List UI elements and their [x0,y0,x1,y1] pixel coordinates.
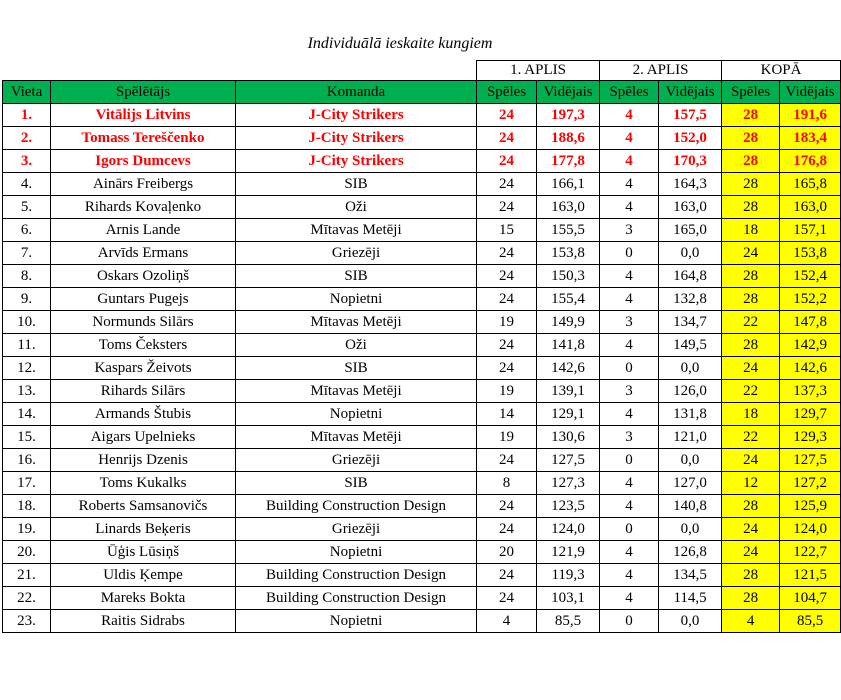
column-header-r2-avg: Vidējais [659,81,722,104]
cell-total-games: 22 [722,311,780,334]
cell-r2-avg: 0,0 [659,357,722,380]
cell-place: 7. [3,242,51,265]
cell-total-games: 22 [722,380,780,403]
cell-r1-games: 19 [477,311,537,334]
table-row [3,380,841,403]
cell-r1-avg: 103,1 [537,587,600,610]
cell-place: 11. [3,334,51,357]
cell-place: 3. [3,150,51,173]
cell-total-avg: 129,3 [780,426,841,449]
cell-player: Arnis Lande [51,219,236,242]
table-row [3,196,841,219]
cell-total-games: 28 [722,173,780,196]
column-header-place: Vieta [3,81,51,104]
cell-r1-avg: 149,9 [537,311,600,334]
table-row [3,127,841,150]
cell-r2-avg: 114,5 [659,587,722,610]
table-row [3,587,841,610]
cell-total-avg: 183,4 [780,127,841,150]
cell-r2-avg: 121,0 [659,426,722,449]
cell-r2-games: 4 [600,265,659,288]
cell-r2-games: 4 [600,196,659,219]
column-header-r1-games: Spēles [477,81,537,104]
cell-total-games: 28 [722,150,780,173]
cell-total-games: 24 [722,518,780,541]
cell-place: 14. [3,403,51,426]
cell-r2-games: 3 [600,426,659,449]
cell-place: 8. [3,265,51,288]
cell-r1-avg: 141,8 [537,334,600,357]
cell-player: Tomass Tereščenko [51,127,236,150]
cell-r1-avg: 188,6 [537,127,600,150]
cell-r2-games: 4 [600,104,659,127]
cell-r1-avg: 155,5 [537,219,600,242]
cell-team: SIB [236,173,477,196]
cell-player: Igors Dumcevs [51,150,236,173]
cell-r2-games: 3 [600,219,659,242]
cell-r2-avg: 0,0 [659,449,722,472]
cell-player: Ainārs Freibergs [51,173,236,196]
cell-team: J-City Strikers [236,127,477,150]
group-header-spacer [3,61,477,81]
cell-total-avg: 129,7 [780,403,841,426]
cell-r1-games: 19 [477,380,537,403]
cell-r1-games: 24 [477,265,537,288]
cell-r1-games: 24 [477,127,537,150]
cell-r1-games: 24 [477,449,537,472]
cell-place: 12. [3,357,51,380]
cell-place: 1. [3,104,51,127]
cell-place: 15. [3,426,51,449]
cell-r2-avg: 0,0 [659,518,722,541]
cell-player: Roberts Samsanovičs [51,495,236,518]
cell-r1-games: 24 [477,288,537,311]
cell-total-games: 24 [722,242,780,265]
cell-r1-avg: 139,1 [537,380,600,403]
cell-total-avg: 142,9 [780,334,841,357]
cell-r2-avg: 149,5 [659,334,722,357]
cell-r2-avg: 127,0 [659,472,722,495]
cell-r1-avg: 119,3 [537,564,600,587]
cell-r1-games: 8 [477,472,537,495]
table-row [3,495,841,518]
cell-total-games: 28 [722,196,780,219]
table-row [3,265,841,288]
cell-r1-games: 24 [477,495,537,518]
cell-r1-avg: 127,3 [537,472,600,495]
cell-total-games: 28 [722,495,780,518]
cell-r1-games: 24 [477,104,537,127]
cell-team: Griezēji [236,518,477,541]
standings-table [2,60,841,633]
cell-total-avg: 104,7 [780,587,841,610]
cell-r2-avg: 164,8 [659,265,722,288]
table-row [3,357,841,380]
group-header-round2: 2. APLIS [600,61,722,81]
table-row [3,242,841,265]
cell-r1-avg: 127,5 [537,449,600,472]
cell-team: Griezēji [236,449,477,472]
cell-r2-avg: 157,5 [659,104,722,127]
cell-r2-games: 0 [600,449,659,472]
cell-r2-avg: 126,0 [659,380,722,403]
cell-player: Toms Čeksters [51,334,236,357]
cell-player: Uldis Ķempe [51,564,236,587]
cell-total-avg: 157,1 [780,219,841,242]
cell-team: Building Construction Design [236,495,477,518]
cell-r1-avg: 197,3 [537,104,600,127]
cell-r2-games: 4 [600,173,659,196]
column-header-r2-games: Spēles [600,81,659,104]
cell-total-avg: 121,5 [780,564,841,587]
cell-r1-games: 24 [477,196,537,219]
cell-r1-avg: 130,6 [537,426,600,449]
cell-place: 10. [3,311,51,334]
cell-r1-games: 4 [477,610,537,633]
cell-r2-avg: 134,7 [659,311,722,334]
cell-team: Mītavas Metēji [236,426,477,449]
cell-r2-games: 4 [600,495,659,518]
cell-r1-avg: 155,4 [537,288,600,311]
cell-r2-avg: 126,8 [659,541,722,564]
cell-r1-games: 19 [477,426,537,449]
cell-total-avg: 85,5 [780,610,841,633]
column-header-row [3,81,841,104]
cell-r2-avg: 140,8 [659,495,722,518]
group-header-round1: 1. APLIS [477,61,600,81]
cell-team: Mītavas Metēji [236,311,477,334]
cell-r1-avg: 124,0 [537,518,600,541]
column-header-total-avg: Vidējais [780,81,841,104]
cell-r2-avg: 134,5 [659,564,722,587]
cell-team: J-City Strikers [236,150,477,173]
cell-team: Nopietni [236,541,477,564]
cell-player: Guntars Pugejs [51,288,236,311]
cell-team: Mītavas Metēji [236,380,477,403]
cell-r1-avg: 142,6 [537,357,600,380]
cell-team: J-City Strikers [236,104,477,127]
cell-total-games: 28 [722,564,780,587]
cell-team: SIB [236,357,477,380]
cell-player: Normunds Silārs [51,311,236,334]
cell-r2-games: 4 [600,472,659,495]
cell-total-avg: 152,2 [780,288,841,311]
cell-player: Rihards Kovaļenko [51,196,236,219]
cell-player: Raitis Sidrabs [51,610,236,633]
cell-team: Oži [236,334,477,357]
cell-total-games: 22 [722,426,780,449]
cell-r2-games: 0 [600,242,659,265]
cell-player: Mareks Bokta [51,587,236,610]
cell-player: Vitālijs Litvins [51,104,236,127]
table-row [3,472,841,495]
cell-place: 4. [3,173,51,196]
cell-team: SIB [236,265,477,288]
cell-player: Armands Štubis [51,403,236,426]
cell-r1-games: 24 [477,564,537,587]
group-header-total: KOPĀ [722,61,841,81]
cell-r2-games: 4 [600,334,659,357]
cell-r1-games: 24 [477,518,537,541]
table-row [3,541,841,564]
cell-r2-games: 3 [600,380,659,403]
cell-place: 22. [3,587,51,610]
cell-r2-games: 0 [600,518,659,541]
cell-place: 19. [3,518,51,541]
cell-r1-games: 24 [477,357,537,380]
cell-place: 23. [3,610,51,633]
cell-r2-avg: 152,0 [659,127,722,150]
cell-total-games: 24 [722,541,780,564]
table-row [3,311,841,334]
cell-total-games: 18 [722,219,780,242]
cell-total-games: 28 [722,334,780,357]
cell-r2-avg: 132,8 [659,288,722,311]
cell-total-avg: 165,8 [780,173,841,196]
cell-player: Toms Kukalks [51,472,236,495]
cell-r2-avg: 170,3 [659,150,722,173]
cell-r1-avg: 163,0 [537,196,600,219]
cell-player: Ūģis Lūsiņš [51,541,236,564]
cell-player: Arvīds Ermans [51,242,236,265]
cell-team: Nopietni [236,610,477,633]
cell-total-avg: 127,2 [780,472,841,495]
column-header-player: Spēlētājs [51,81,236,104]
cell-r2-avg: 165,0 [659,219,722,242]
cell-total-games: 28 [722,587,780,610]
cell-team: Building Construction Design [236,587,477,610]
cell-team: SIB [236,472,477,495]
cell-r1-avg: 177,8 [537,150,600,173]
cell-total-avg: 122,7 [780,541,841,564]
page-title: Individuālā ieskaite kungiem [307,35,493,52]
cell-player: Henrijs Dzenis [51,449,236,472]
cell-r2-games: 4 [600,541,659,564]
cell-total-games: 28 [722,104,780,127]
cell-total-avg: 137,3 [780,380,841,403]
cell-r1-games: 15 [477,219,537,242]
cell-r1-games: 20 [477,541,537,564]
cell-r1-avg: 85,5 [537,610,600,633]
table-row [3,173,841,196]
standings-body [3,104,841,633]
cell-team: Nopietni [236,403,477,426]
cell-r2-games: 4 [600,127,659,150]
cell-r2-games: 3 [600,311,659,334]
cell-r2-avg: 164,3 [659,173,722,196]
cell-total-avg: 125,9 [780,495,841,518]
cell-player: Linards Beķeris [51,518,236,541]
cell-place: 21. [3,564,51,587]
cell-player: Kaspars Žeivots [51,357,236,380]
cell-total-games: 24 [722,357,780,380]
cell-player: Aigars Upelnieks [51,426,236,449]
cell-r2-avg: 0,0 [659,610,722,633]
column-header-r1-avg: Vidējais [537,81,600,104]
cell-r2-games: 4 [600,403,659,426]
cell-place: 6. [3,219,51,242]
cell-r1-games: 24 [477,150,537,173]
cell-total-games: 18 [722,403,780,426]
cell-r2-avg: 0,0 [659,242,722,265]
cell-r2-games: 4 [600,288,659,311]
cell-total-avg: 124,0 [780,518,841,541]
cell-team: Griezēji [236,242,477,265]
cell-place: 13. [3,380,51,403]
cell-r1-avg: 153,8 [537,242,600,265]
cell-r1-games: 24 [477,242,537,265]
cell-r1-avg: 123,5 [537,495,600,518]
cell-r2-games: 0 [600,357,659,380]
cell-r1-games: 24 [477,173,537,196]
cell-r1-avg: 150,3 [537,265,600,288]
cell-place: 17. [3,472,51,495]
table-row [3,288,841,311]
table-row [3,104,841,127]
cell-r1-games: 24 [477,587,537,610]
cell-place: 2. [3,127,51,150]
table-row [3,518,841,541]
column-header-total-games: Spēles [722,81,780,104]
cell-r1-avg: 121,9 [537,541,600,564]
cell-place: 20. [3,541,51,564]
cell-r1-games: 24 [477,334,537,357]
table-row [3,219,841,242]
cell-total-games: 28 [722,265,780,288]
cell-player: Oskars Ozoliņš [51,265,236,288]
cell-total-games: 12 [722,472,780,495]
cell-total-avg: 152,4 [780,265,841,288]
cell-team: Mītavas Metēji [236,219,477,242]
cell-team: Building Construction Design [236,564,477,587]
cell-place: 18. [3,495,51,518]
cell-r1-games: 14 [477,403,537,426]
group-header-row [3,61,841,81]
cell-total-avg: 127,5 [780,449,841,472]
cell-place: 9. [3,288,51,311]
table-row [3,426,841,449]
table-row [3,564,841,587]
table-row [3,334,841,357]
cell-r2-avg: 163,0 [659,196,722,219]
cell-total-avg: 142,6 [780,357,841,380]
cell-total-games: 4 [722,610,780,633]
cell-team: Oži [236,196,477,219]
cell-r2-games: 4 [600,564,659,587]
cell-total-games: 24 [722,449,780,472]
table-row [3,150,841,173]
cell-r2-games: 0 [600,610,659,633]
table-row [3,610,841,633]
cell-total-avg: 191,6 [780,104,841,127]
table-row [3,449,841,472]
cell-r1-avg: 166,1 [537,173,600,196]
cell-r2-games: 4 [600,587,659,610]
column-header-team: Komanda [236,81,477,104]
cell-team: Nopietni [236,288,477,311]
cell-total-games: 28 [722,288,780,311]
cell-total-games: 28 [722,127,780,150]
cell-total-avg: 163,0 [780,196,841,219]
cell-total-avg: 147,8 [780,311,841,334]
cell-total-avg: 153,8 [780,242,841,265]
cell-total-avg: 176,8 [780,150,841,173]
cell-r2-games: 4 [600,150,659,173]
cell-r1-avg: 129,1 [537,403,600,426]
cell-place: 16. [3,449,51,472]
cell-player: Rihards Silārs [51,380,236,403]
cell-place: 5. [3,196,51,219]
cell-r2-avg: 131,8 [659,403,722,426]
table-row [3,403,841,426]
